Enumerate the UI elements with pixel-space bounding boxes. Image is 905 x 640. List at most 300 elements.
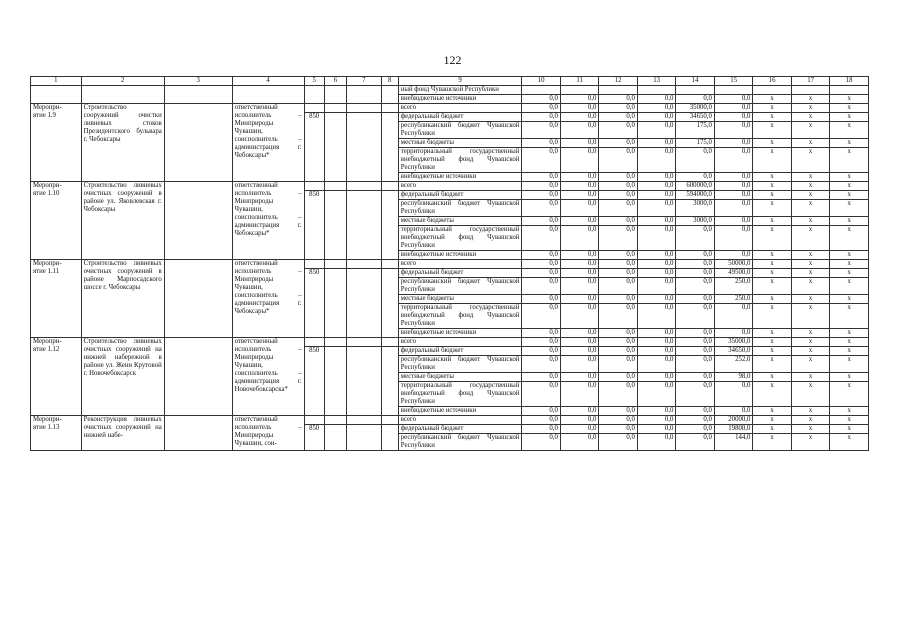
value-cell: 0,0	[560, 278, 599, 295]
value-cell: 0,0	[676, 347, 715, 356]
empty-cell	[381, 338, 398, 347]
value-cell: х	[830, 278, 869, 295]
value-cell: 144,0	[714, 434, 753, 451]
value-cell: х	[791, 416, 830, 425]
page-number: 122	[443, 53, 462, 67]
value-cell: х	[753, 295, 792, 304]
value-cell: 0,0	[599, 251, 638, 260]
value-cell: 0,0	[599, 139, 638, 148]
value-cell: 0,0	[676, 278, 715, 295]
value-cell: 20000,0	[714, 416, 753, 425]
value-cell: 0,0	[599, 182, 638, 191]
value-cell: 0,0	[637, 356, 676, 373]
value-cell: 0,0	[560, 191, 599, 200]
value-cell: 0,0	[676, 356, 715, 373]
value-cell: х	[791, 226, 830, 251]
value-cell: х	[830, 113, 869, 122]
measure-cell: Меропри- ятие 1.13	[31, 416, 82, 451]
value-cell	[753, 86, 792, 95]
value-cell: 0,0	[560, 407, 599, 416]
value-cell	[714, 86, 753, 95]
source-cell: республиканский бюджет Чувашской Республики	[398, 434, 522, 451]
empty-cell	[381, 86, 398, 104]
value-cell: 0,0	[676, 226, 715, 251]
empty-cell	[381, 260, 398, 269]
value-cell: 0,0	[637, 329, 676, 338]
value-cell: 0,0	[637, 260, 676, 269]
measure-name-cell: Строительство сооружений очистки ливневых стоков Президентского бульвара г. Чебоксары	[81, 104, 164, 182]
value-cell: 3000,0	[676, 217, 715, 226]
value-cell: 3000,0	[676, 200, 715, 217]
value-cell: х	[753, 200, 792, 217]
value-cell: х	[791, 425, 830, 434]
value-cell: 0,0	[637, 338, 676, 347]
value-cell: 0,0	[522, 260, 561, 269]
value-cell: 0,0	[676, 269, 715, 278]
value-cell: х	[791, 200, 830, 217]
value-cell: х	[753, 373, 792, 382]
value-cell: 252,0	[714, 356, 753, 373]
value-cell: 35000,0	[676, 104, 715, 113]
executor-cell: ответственный исполнитель – Минприроды Чувашии, соисполнитель – администрация г. Чебоксары*	[232, 260, 304, 338]
value-cell: 0,0	[522, 373, 561, 382]
value-cell: 0,0	[522, 407, 561, 416]
value-cell: 0,0	[522, 148, 561, 173]
empty-cell	[347, 86, 381, 104]
empty-cell	[232, 86, 304, 104]
source-cell: всего	[398, 182, 522, 191]
value-cell: 0,0	[714, 382, 753, 407]
empty-cell	[347, 104, 381, 113]
value-cell: х	[753, 269, 792, 278]
empty-cell	[381, 182, 398, 191]
value-cell: х	[753, 191, 792, 200]
value-cell: 0,0	[676, 304, 715, 329]
value-cell: 0,0	[599, 217, 638, 226]
header-cell: 18	[830, 77, 869, 86]
value-cell: 0,0	[676, 329, 715, 338]
value-cell: 0,0	[714, 226, 753, 251]
empty-cell	[164, 182, 232, 260]
value-cell: х	[753, 148, 792, 173]
value-cell: 0,0	[522, 200, 561, 217]
code-cell: 850	[304, 113, 324, 182]
value-cell: 0,0	[637, 269, 676, 278]
value-cell: х	[753, 304, 792, 329]
value-cell: 0,0	[560, 226, 599, 251]
value-cell: 0,0	[522, 416, 561, 425]
source-cell: всего	[398, 338, 522, 347]
header-cell: 17	[791, 77, 830, 86]
source-cell: республиканский бюджет Чувашской Республики	[398, 356, 522, 373]
code-cell: 850	[304, 269, 324, 338]
value-cell: 0,0	[599, 95, 638, 104]
value-cell: х	[753, 356, 792, 373]
value-cell: 0,0	[560, 182, 599, 191]
value-cell: 0,0	[714, 191, 753, 200]
source-cell: внебюджетные источники	[398, 329, 522, 338]
header-cell: 7	[347, 77, 381, 86]
value-cell: 0,0	[637, 104, 676, 113]
source-cell: внебюджетные источники	[398, 251, 522, 260]
empty-cell	[324, 260, 346, 269]
empty-cell	[381, 191, 398, 260]
source-cell: территориальный государственный внебюджетный фонд Чувашской Республики	[398, 304, 522, 329]
table-row	[31, 104, 869, 113]
value-cell: 0,0	[637, 113, 676, 122]
value-cell: х	[791, 269, 830, 278]
value-cell: 600000,0	[676, 182, 715, 191]
empty-cell	[347, 113, 381, 182]
value-cell: 0,0	[560, 122, 599, 139]
value-cell: х	[753, 113, 792, 122]
value-cell: х	[830, 407, 869, 416]
value-cell: х	[791, 382, 830, 407]
value-cell: х	[753, 338, 792, 347]
value-cell: 0,0	[637, 173, 676, 182]
value-cell: 0,0	[522, 329, 561, 338]
value-cell: 0,0	[637, 295, 676, 304]
source-cell: федеральный бюджет	[398, 269, 522, 278]
value-cell: 0,0	[637, 139, 676, 148]
value-cell: 0,0	[637, 182, 676, 191]
value-cell: 0,0	[599, 425, 638, 434]
empty-cell	[347, 260, 381, 269]
value-cell: х	[753, 407, 792, 416]
value-cell	[830, 86, 869, 95]
value-cell: 0,0	[560, 382, 599, 407]
value-cell: 0,0	[522, 182, 561, 191]
value-cell: 0,0	[637, 148, 676, 173]
empty-cell	[381, 269, 398, 338]
value-cell: х	[791, 278, 830, 295]
value-cell: 0,0	[599, 295, 638, 304]
value-cell: х	[830, 347, 869, 356]
executor-cell: ответственный исполнитель – Минприроды Чувашии, соисполнитель – администрация г. Чебоксары*	[232, 182, 304, 260]
value-cell: х	[753, 347, 792, 356]
value-cell: х	[830, 191, 869, 200]
source-cell: республиканский бюджет Чувашской Республики	[398, 278, 522, 295]
empty-cell	[347, 425, 381, 451]
empty-cell	[381, 347, 398, 416]
empty-cell	[347, 269, 381, 338]
empty-cell	[381, 104, 398, 113]
value-cell: 0,0	[637, 191, 676, 200]
value-cell: 0,0	[637, 226, 676, 251]
code-cell: 850	[304, 425, 324, 451]
value-cell: 0,0	[637, 425, 676, 434]
value-cell: х	[791, 191, 830, 200]
header-cell: 3	[164, 77, 232, 86]
header-cell: 12	[599, 77, 638, 86]
value-cell: 0,0	[560, 373, 599, 382]
value-cell: х	[753, 278, 792, 295]
value-cell: х	[830, 329, 869, 338]
value-cell: 0,0	[676, 434, 715, 451]
value-cell: 0,0	[522, 113, 561, 122]
empty-cell	[304, 260, 324, 269]
source-cell: местные бюджеты	[398, 295, 522, 304]
value-cell: 0,0	[676, 148, 715, 173]
empty-cell	[324, 113, 346, 182]
source-cell: республиканский бюджет Чувашской Республики	[398, 200, 522, 217]
value-cell: 0,0	[560, 200, 599, 217]
empty-cell	[324, 338, 346, 347]
value-cell: 0,0	[676, 425, 715, 434]
value-cell: 0,0	[637, 434, 676, 451]
value-cell: 0,0	[599, 407, 638, 416]
measure-name-cell: Строительство ливневых очистных сооружений в районе ул. Яковлевская г. Чебоксары	[81, 182, 164, 260]
value-cell: х	[791, 251, 830, 260]
value-cell: х	[830, 356, 869, 373]
value-cell: 175,0	[676, 139, 715, 148]
header-cell: 8	[381, 77, 398, 86]
value-cell: х	[830, 251, 869, 260]
empty-cell	[347, 338, 381, 347]
value-cell: 0,0	[522, 104, 561, 113]
empty-cell	[304, 182, 324, 191]
value-cell: 0,0	[599, 338, 638, 347]
empty-cell	[304, 416, 324, 425]
header-cell: 5	[304, 77, 324, 86]
table-row	[31, 416, 869, 425]
value-cell: х	[753, 95, 792, 104]
value-cell: х	[830, 139, 869, 148]
value-cell: х	[753, 382, 792, 407]
value-cell: х	[791, 347, 830, 356]
value-cell: 19800,0	[714, 425, 753, 434]
value-cell: 0,0	[560, 356, 599, 373]
value-cell: 34650,0	[714, 347, 753, 356]
value-cell: 0,0	[714, 182, 753, 191]
value-cell: 0,0	[560, 251, 599, 260]
value-cell: 0,0	[599, 148, 638, 173]
code-cell: 850	[304, 191, 324, 260]
value-cell: х	[753, 173, 792, 182]
value-cell: х	[830, 269, 869, 278]
empty-cell	[164, 86, 232, 104]
value-cell: 0,0	[676, 295, 715, 304]
value-cell: х	[791, 373, 830, 382]
source-cell: внебюджетные источники	[398, 407, 522, 416]
value-cell: 0,0	[560, 338, 599, 347]
value-cell: 0,0	[560, 329, 599, 338]
value-cell: 0,0	[637, 382, 676, 407]
empty-cell	[381, 113, 398, 182]
value-cell: 0,0	[637, 200, 676, 217]
value-cell: х	[830, 122, 869, 139]
value-cell: 0,0	[599, 329, 638, 338]
value-cell: 0,0	[714, 217, 753, 226]
value-cell: х	[791, 338, 830, 347]
value-cell: х	[830, 226, 869, 251]
value-cell: 0,0	[714, 122, 753, 139]
value-cell: 0,0	[714, 304, 753, 329]
empty-cell	[347, 182, 381, 191]
value-cell: 0,0	[637, 416, 676, 425]
value-cell	[791, 86, 830, 95]
value-cell: 0,0	[637, 373, 676, 382]
empty-cell	[324, 182, 346, 191]
value-cell: 0,0	[522, 173, 561, 182]
value-cell: 0,0	[714, 329, 753, 338]
value-cell: х	[830, 416, 869, 425]
value-cell: 0,0	[599, 434, 638, 451]
value-cell: 0,0	[522, 191, 561, 200]
source-cell: федеральный бюджет	[398, 191, 522, 200]
table-row	[31, 182, 869, 191]
measure-name-cell: Строительство ливневых очистных сооружений на нижней набережной в районе ул. Жени Крутовой г. Новочебоксарск	[81, 338, 164, 416]
value-cell: 0,0	[560, 113, 599, 122]
value-cell: 34650,0	[676, 113, 715, 122]
value-cell: 0,0	[714, 407, 753, 416]
value-cell: х	[830, 104, 869, 113]
measure-cell: Меропри- ятие 1.12	[31, 338, 82, 416]
value-cell: 0,0	[676, 382, 715, 407]
value-cell: 0,0	[599, 382, 638, 407]
source-cell: федеральный бюджет	[398, 113, 522, 122]
value-cell	[522, 86, 561, 95]
value-cell: х	[791, 356, 830, 373]
value-cell: 0,0	[599, 356, 638, 373]
value-cell: 0,0	[599, 373, 638, 382]
value-cell: х	[753, 104, 792, 113]
empty-cell	[347, 347, 381, 416]
value-cell: 0,0	[560, 104, 599, 113]
value-cell: х	[791, 95, 830, 104]
value-cell: 0,0	[676, 95, 715, 104]
value-cell: 0,0	[714, 148, 753, 173]
empty-cell	[164, 104, 232, 182]
value-cell: х	[830, 148, 869, 173]
value-cell: 0,0	[676, 373, 715, 382]
header-cell: 14	[676, 77, 715, 86]
value-cell: х	[830, 338, 869, 347]
value-cell: 0,0	[522, 295, 561, 304]
value-cell: 0,0	[714, 139, 753, 148]
value-cell: 0,0	[676, 251, 715, 260]
value-cell: 0,0	[599, 200, 638, 217]
empty-cell	[304, 86, 324, 104]
value-cell: х	[791, 329, 830, 338]
table-row	[31, 260, 869, 269]
header-cell: 1	[31, 77, 82, 86]
value-cell: х	[791, 139, 830, 148]
value-cell: 0,0	[637, 95, 676, 104]
empty-cell	[164, 338, 232, 416]
value-cell: 0,0	[599, 260, 638, 269]
value-cell: 0,0	[676, 173, 715, 182]
empty-cell	[381, 425, 398, 451]
measure-name-cell: Реконструкция ливневых очистных сооружений на нижней набе-	[81, 416, 164, 451]
empty-cell	[324, 416, 346, 425]
value-cell: 0,0	[522, 139, 561, 148]
value-cell: 35000,0	[714, 338, 753, 347]
measure-cell: Меропри- ятие 1.9	[31, 104, 82, 182]
empty-cell	[381, 416, 398, 425]
value-cell: х	[791, 295, 830, 304]
source-cell: всего	[398, 104, 522, 113]
value-cell: х	[791, 434, 830, 451]
value-cell: 0,0	[599, 122, 638, 139]
value-cell: 0,0	[599, 416, 638, 425]
value-cell: 0,0	[522, 95, 561, 104]
value-cell: 0,0	[714, 104, 753, 113]
source-cell: территориальный государственный внебюджетный фонд Чувашской Республики	[398, 226, 522, 251]
header-row	[31, 77, 869, 86]
value-cell: х	[791, 182, 830, 191]
value-cell: 594000,0	[676, 191, 715, 200]
measure-cell: Меропри- ятие 1.11	[31, 260, 82, 338]
value-cell: 0,0	[714, 251, 753, 260]
empty-cell	[347, 416, 381, 425]
table-row	[31, 86, 869, 95]
value-cell: х	[830, 200, 869, 217]
value-cell: х	[791, 173, 830, 182]
value-cell: х	[753, 416, 792, 425]
value-cell: 250,0	[714, 278, 753, 295]
measure-cell: Меропри- ятие 1.10	[31, 182, 82, 260]
table-row	[31, 338, 869, 347]
empty-cell	[324, 86, 346, 104]
value-cell: 0,0	[599, 269, 638, 278]
value-cell: х	[753, 217, 792, 226]
empty-cell	[324, 104, 346, 113]
empty-cell	[324, 191, 346, 260]
value-cell: 0,0	[637, 122, 676, 139]
source-cell: местные бюджеты	[398, 373, 522, 382]
value-cell: 0,0	[522, 217, 561, 226]
value-cell: х	[753, 226, 792, 251]
value-cell: 0,0	[560, 347, 599, 356]
value-cell: 0,0	[560, 295, 599, 304]
value-cell	[637, 86, 676, 95]
empty-cell	[164, 416, 232, 451]
header-cell: 16	[753, 77, 792, 86]
value-cell: 0,0	[522, 382, 561, 407]
executor-cell: ответственный исполнитель – Минприроды Чувашии, соисполнитель – администрация г. Новочебоксарска*	[232, 338, 304, 416]
value-cell: х	[791, 104, 830, 113]
source-cell: внебюджетные источники	[398, 95, 522, 104]
value-cell: х	[830, 95, 869, 104]
value-cell: х	[753, 260, 792, 269]
value-cell: 0,0	[560, 416, 599, 425]
value-cell: х	[830, 425, 869, 434]
header-cell: 2	[81, 77, 164, 86]
value-cell: 0,0	[599, 104, 638, 113]
empty-cell	[324, 347, 346, 416]
header-cell: 6	[324, 77, 346, 86]
source-cell: республиканский бюджет Чувашской Республики	[398, 122, 522, 139]
value-cell: 0,0	[599, 173, 638, 182]
value-cell: 0,0	[637, 347, 676, 356]
value-cell: х	[830, 434, 869, 451]
value-cell: 98,0	[714, 373, 753, 382]
empty-cell	[164, 260, 232, 338]
value-cell: х	[753, 329, 792, 338]
value-cell	[560, 86, 599, 95]
value-cell: х	[753, 182, 792, 191]
empty-cell	[304, 338, 324, 347]
value-cell: х	[791, 122, 830, 139]
value-cell: 0,0	[599, 226, 638, 251]
value-cell: х	[791, 113, 830, 122]
value-cell: х	[791, 260, 830, 269]
source-cell: федеральный бюджет	[398, 425, 522, 434]
value-cell: 250,0	[714, 295, 753, 304]
value-cell: х	[791, 217, 830, 226]
value-cell: 0,0	[637, 251, 676, 260]
